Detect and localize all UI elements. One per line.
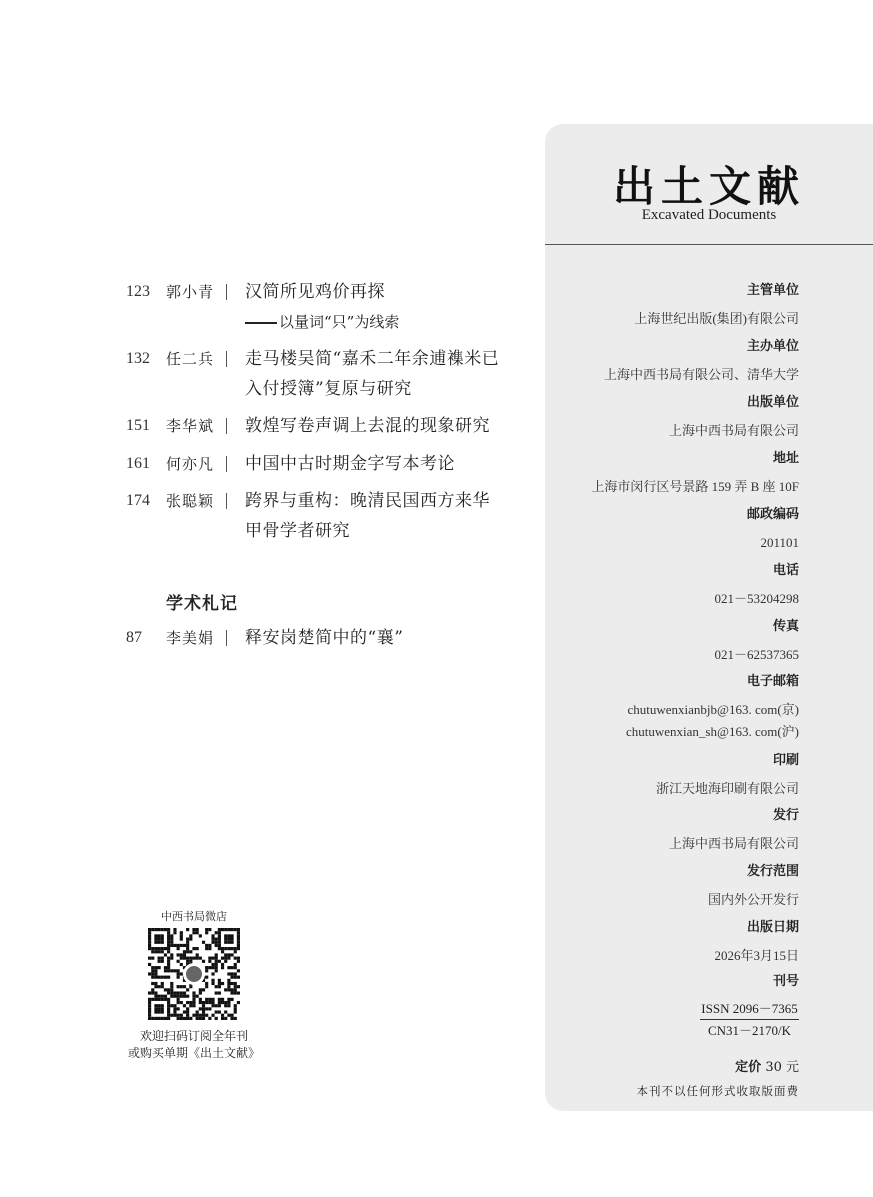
info-item <box>708 861 799 911</box>
toc-title-line: 敦煌写卷声调上去混的现象研究 <box>245 416 490 436</box>
toc-author: 何亦凡 <box>166 455 215 473</box>
info-item <box>634 280 799 330</box>
divider <box>545 244 873 245</box>
qr-caption <box>126 1028 262 1062</box>
toc-page-number: 87 <box>126 629 142 646</box>
section-heading: 学术札记 <box>166 594 238 614</box>
journal-english-title: Excavated Documents <box>641 207 777 223</box>
price <box>735 1056 799 1075</box>
info-item <box>604 336 799 386</box>
info-value: 国内外公开发行 <box>707 892 799 907</box>
info-label: 电子邮箱 <box>746 674 799 689</box>
toc-author: 郭小青 <box>166 283 215 301</box>
toc-title <box>245 486 505 546</box>
info-value: 2026年3月15日 <box>714 948 799 963</box>
toc-author: 任二兵 <box>166 350 215 368</box>
info-label: 出版单位 <box>746 395 799 410</box>
info-label: 印刷 <box>772 753 799 768</box>
toc-title <box>245 344 505 404</box>
toc-page-number: 151 <box>126 417 150 434</box>
toc-title <box>245 623 505 653</box>
issn: ISSN 2096－7365 <box>701 1001 798 1016</box>
toc-title <box>245 411 505 441</box>
price-label: 定价 <box>735 1060 762 1075</box>
toc-separator <box>226 418 227 434</box>
price-value: 30 元 <box>765 1060 799 1075</box>
qr-block <box>126 908 262 1062</box>
toc-page-number: 132 <box>126 350 150 367</box>
toc-title-line: 入付授簿”复原与研究 <box>245 379 412 399</box>
toc-separator <box>226 351 227 367</box>
info-label: 邮政编码 <box>746 507 799 522</box>
info-value: 上海中西书局有限公司 <box>668 423 799 438</box>
info-item <box>669 392 799 442</box>
qr-caption-line: 欢迎扫码订阅全年刊 <box>139 1029 248 1043</box>
info-value: 上海世纪出版(集团)有限公司 <box>634 311 799 326</box>
info-item <box>591 448 799 498</box>
toc-title <box>245 449 505 479</box>
info-label: 发行 <box>772 808 799 823</box>
info-label: 地址 <box>772 451 799 466</box>
toc-title-line: 释安岗楚简中的“襄” <box>245 628 404 648</box>
info-value: 上海中西书局有限公司 <box>668 836 799 851</box>
toc-title-line: 甲骨学者研究 <box>245 521 350 541</box>
toc-subtitle <box>245 307 399 337</box>
qr-code-icon[interactable] <box>148 928 240 1020</box>
toc-separator <box>226 630 227 646</box>
info-label: 电话 <box>772 563 799 578</box>
info-item <box>626 671 799 743</box>
toc-author: 张聪颖 <box>166 492 215 510</box>
info-item <box>669 805 799 855</box>
toc-separator <box>226 284 227 300</box>
info-value: 上海中西书局有限公司、清华大学 <box>603 367 799 382</box>
toc-page-number: 174 <box>126 492 150 509</box>
info-value: 上海市闵行区号景路 159 弄 B 座 10F <box>591 479 799 494</box>
info-value: chutuwenxian_sh@163. com(沪) <box>626 724 799 739</box>
info-label: 出版日期 <box>746 920 799 935</box>
toc-author: 李华斌 <box>166 417 215 435</box>
info-panel <box>545 124 873 1111</box>
info-value: chutuwenxianbjb@163. com(京) <box>627 702 799 717</box>
info-value: 浙江天地海印刷有限公司 <box>655 781 799 796</box>
info-item <box>747 504 799 554</box>
toc-title <box>245 277 505 307</box>
qr-caption-line: 或购买单期《出土文献》 <box>127 1046 260 1060</box>
info-item <box>714 616 799 666</box>
fee-note: 本刊不以任何形式收取版面费 <box>636 1084 799 1098</box>
info-value: 021－53204298 <box>714 591 799 606</box>
toc-page-number: 161 <box>126 455 150 472</box>
toc-author: 李美娟 <box>166 629 215 647</box>
info-label: 发行范围 <box>746 864 799 879</box>
info-label: 刊号 <box>772 974 799 989</box>
info-item <box>773 970 799 989</box>
toc-separator <box>226 493 227 509</box>
info-item <box>656 750 799 800</box>
info-label: 主办单位 <box>746 339 799 354</box>
cn-number: CN31－2170/K <box>707 1023 792 1038</box>
issue-numbers <box>700 998 799 1041</box>
info-item <box>714 917 799 967</box>
info-item <box>714 560 799 610</box>
toc-title-line: 跨界与重构：晚清民国西方来华 <box>245 491 490 511</box>
toc-title-line: 汉简所见鸡价再探 <box>245 282 385 302</box>
info-label: 传真 <box>772 619 799 634</box>
masthead <box>545 124 873 245</box>
info-value: 021－62537365 <box>714 647 799 662</box>
toc-title-line: 中国中古时期金字写本考论 <box>245 454 455 474</box>
toc-title-line: 走马楼吴简“嘉禾二年余逋襍米已 <box>245 349 500 369</box>
toc-subtitle-text: 以量词“只”为线索 <box>279 313 400 331</box>
qr-top-caption: 中西书局微店 <box>161 910 227 923</box>
journal-logo-title: 出土文献 <box>612 162 805 211</box>
info-value: 201101 <box>760 535 799 550</box>
toc-page-number: 123 <box>126 283 150 300</box>
toc-separator <box>226 456 227 472</box>
dash-mark <box>245 322 277 324</box>
info-label: 主管单位 <box>746 283 799 298</box>
